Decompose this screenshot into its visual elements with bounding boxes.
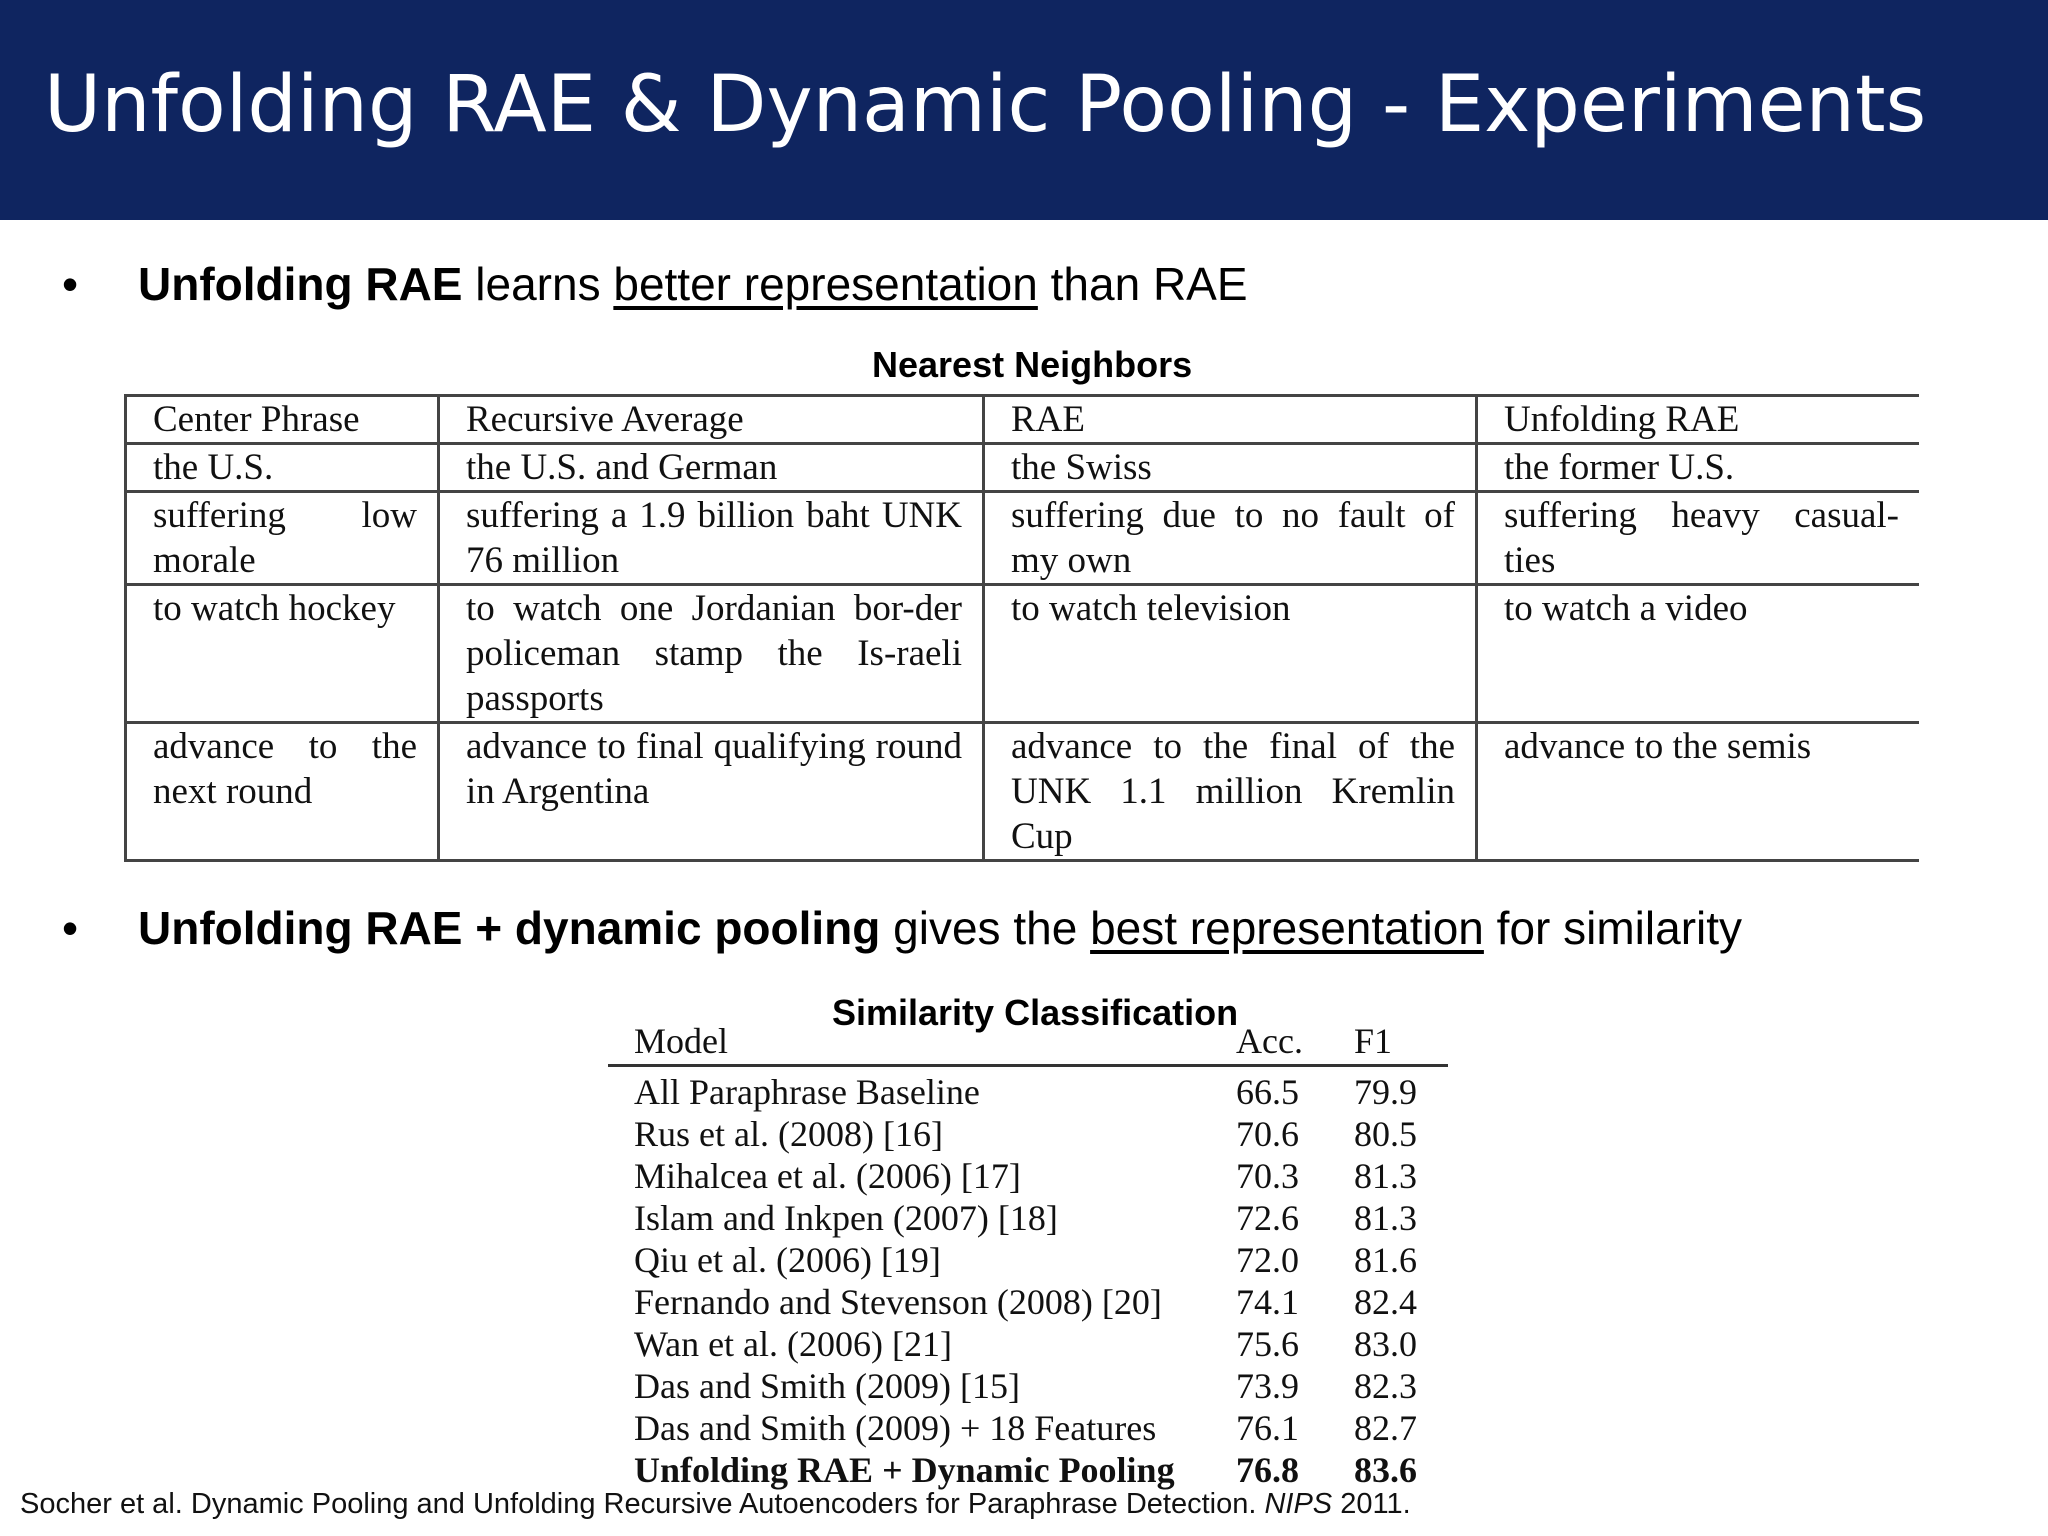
- f1-cell: 82.7: [1354, 1408, 1417, 1448]
- table-row: [608, 1239, 1448, 1281]
- model-cell: Islam and Inkpen (2007) [18]: [634, 1198, 1058, 1238]
- bullet-underlined-text: best representation: [1090, 902, 1484, 954]
- acc-cell: 70.6: [1236, 1114, 1299, 1154]
- nearest-neighbors-table: [124, 394, 1919, 862]
- table-row: [126, 444, 1920, 492]
- bullet-underlined-text: better representation: [613, 258, 1038, 310]
- model-cell: All Paraphrase Baseline: [634, 1072, 980, 1112]
- table-cell: to watch hockey: [126, 585, 439, 723]
- citation: Socher et al. Dynamic Pooling and Unfolding Recursive Autoencoders for Paraphrase Detection. NIPS 2011.: [20, 1488, 1411, 1520]
- similarity-rows: [608, 1067, 1448, 1491]
- table-cell: the U.S. and German: [439, 444, 984, 492]
- table-cell: advance to the semis: [1477, 723, 1920, 861]
- model-cell: Mihalcea et al. (2006) [17]: [634, 1156, 1021, 1196]
- acc-header: Acc.: [1236, 1021, 1303, 1061]
- table-row: [608, 1281, 1448, 1323]
- model-cell: Unfolding RAE + Dynamic Pooling: [634, 1450, 1175, 1490]
- table-row: [126, 492, 1920, 585]
- f1-cell: 81.6: [1354, 1240, 1417, 1280]
- table-row: [608, 1197, 1448, 1239]
- table-header-row: [126, 396, 1920, 444]
- acc-cell: 66.5: [1236, 1072, 1299, 1112]
- title-bar: [0, 0, 2048, 220]
- similarity-table: [608, 1016, 1448, 1491]
- table-row: [608, 1155, 1448, 1197]
- table-cell: suffering due to no fault of my own: [984, 492, 1477, 585]
- table-cell: advance to final qualifying round in Argentina: [439, 723, 984, 861]
- table-row: [608, 1323, 1448, 1365]
- citation-venue: NIPS: [1264, 1488, 1333, 1520]
- f1-cell: 81.3: [1354, 1156, 1417, 1196]
- acc-cell: 72.0: [1236, 1240, 1299, 1280]
- f1-cell: 83.0: [1354, 1324, 1417, 1364]
- table-row: [608, 1113, 1448, 1155]
- table-cell: to watch television: [984, 585, 1477, 723]
- header-cell: Center Phrase: [126, 396, 439, 444]
- model-cell: Wan et al. (2006) [21]: [634, 1324, 952, 1364]
- acc-cell: 73.9: [1236, 1366, 1299, 1406]
- nearest-neighbors-caption: Nearest Neighbors: [872, 344, 1193, 385]
- table-row: [126, 723, 1920, 861]
- bullet-bold-text: Unfolding RAE + dynamic pooling: [138, 902, 881, 954]
- table-cell: suffering low morale: [126, 492, 439, 585]
- table-cell: the U.S.: [126, 444, 439, 492]
- acc-cell: 76.8: [1236, 1450, 1299, 1490]
- table-cell: suffering heavy casual-ties: [1477, 492, 1920, 585]
- table-cell: to watch a video: [1477, 585, 1920, 723]
- table-row: [608, 1407, 1448, 1449]
- slide-title: Unfolding RAE & Dynamic Pooling - Experiments: [44, 60, 1927, 150]
- acc-cell: 76.1: [1236, 1408, 1299, 1448]
- bullet-marker: •: [62, 258, 79, 310]
- model-header: Model: [634, 1021, 728, 1061]
- table-row-cut-off: [126, 861, 1920, 863]
- model-cell: Fernando and Stevenson (2008) [20]: [634, 1282, 1162, 1322]
- f1-cell: 80.5: [1354, 1114, 1417, 1154]
- header-cell: RAE: [984, 396, 1477, 444]
- model-cell: Das and Smith (2009) [15]: [634, 1366, 1020, 1406]
- table-cell: advance to the final of the UNK 1.1 million Kremlin Cup: [984, 723, 1477, 861]
- f1-header: F1: [1354, 1021, 1393, 1061]
- model-cell: Rus et al. (2008) [16]: [634, 1114, 943, 1154]
- bullet-bold-text: Unfolding RAE: [138, 258, 463, 310]
- table-row: [608, 1071, 1448, 1113]
- acc-cell: 70.3: [1236, 1156, 1299, 1196]
- f1-cell: 79.9: [1354, 1072, 1417, 1112]
- model-cell: Qiu et al. (2006) [19]: [634, 1240, 941, 1280]
- acc-cell: 74.1: [1236, 1282, 1299, 1322]
- header-cell: Unfolding RAE: [1477, 396, 1920, 444]
- similarity-caption: Similarity Classification: [832, 992, 1239, 1033]
- f1-cell: 83.6: [1354, 1450, 1417, 1490]
- table-row: [608, 1449, 1448, 1491]
- acc-cell: 72.6: [1236, 1198, 1299, 1238]
- table-cell: to watch one Jordanian bor-der policeman stamp the Is-raeli passports: [439, 585, 984, 723]
- model-cell: Das and Smith (2009) + 18 Features: [634, 1408, 1157, 1448]
- table-row: [608, 1365, 1448, 1407]
- header-cell: Recursive Average: [439, 396, 984, 444]
- f1-cell: 82.3: [1354, 1366, 1417, 1406]
- bullet-marker: •: [62, 902, 79, 954]
- table-row: [126, 585, 1920, 723]
- f1-cell: 82.4: [1354, 1282, 1417, 1322]
- table-cell: the former U.S.: [1477, 444, 1920, 492]
- acc-cell: 75.6: [1236, 1324, 1299, 1364]
- table-cell: the Swiss: [984, 444, 1477, 492]
- f1-cell: 81.3: [1354, 1198, 1417, 1238]
- table-cell: suffering a 1.9 billion baht UNK 76 million: [439, 492, 984, 585]
- table-cell: advance to the next round: [126, 723, 439, 861]
